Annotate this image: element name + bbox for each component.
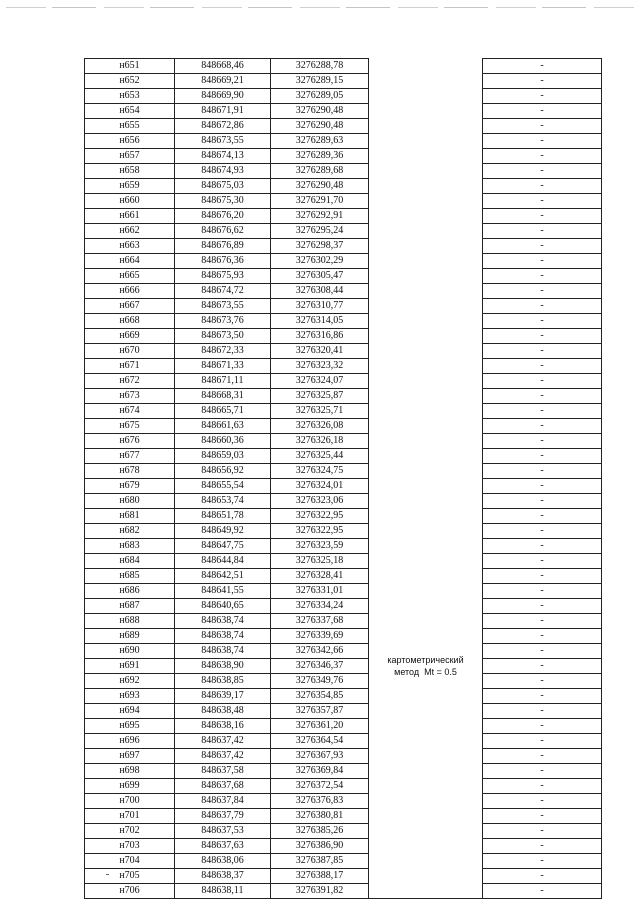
precision-cell: - bbox=[483, 719, 602, 734]
precision-cell: - bbox=[483, 659, 602, 674]
point-id-cell: н682 bbox=[85, 524, 175, 539]
point-id-cell: н664 bbox=[85, 254, 175, 269]
y-coordinate-cell: 3276354,85 bbox=[271, 689, 369, 704]
y-coordinate-cell: 3276314,05 bbox=[271, 314, 369, 329]
x-coordinate-cell: 848671,91 bbox=[175, 104, 271, 119]
table-row bbox=[85, 794, 602, 809]
y-coordinate-cell: 3276326,08 bbox=[271, 419, 369, 434]
table-row bbox=[85, 749, 602, 764]
table-row bbox=[85, 869, 602, 884]
point-id-cell: н685 bbox=[85, 569, 175, 584]
x-coordinate-cell: 848642,51 bbox=[175, 569, 271, 584]
point-id-cell: н665 bbox=[85, 269, 175, 284]
precision-cell: - bbox=[483, 644, 602, 659]
y-coordinate-cell: 3276325,87 bbox=[271, 389, 369, 404]
x-coordinate-cell: 848676,62 bbox=[175, 224, 271, 239]
table-row bbox=[85, 359, 602, 374]
x-coordinate-cell: 848637,58 bbox=[175, 764, 271, 779]
table-row bbox=[85, 569, 602, 584]
x-coordinate-cell: 848669,90 bbox=[175, 89, 271, 104]
y-coordinate-cell: 3276342,66 bbox=[271, 644, 369, 659]
precision-cell: - bbox=[483, 854, 602, 869]
point-id-cell: н706 bbox=[85, 884, 175, 899]
point-id-cell: н689 bbox=[85, 629, 175, 644]
x-coordinate-cell: 848637,63 bbox=[175, 839, 271, 854]
x-coordinate-cell: 848653,74 bbox=[175, 494, 271, 509]
point-id-cell: н662 bbox=[85, 224, 175, 239]
method-label-line2: метод Mt = 0.5 bbox=[394, 666, 457, 677]
point-id-cell: н655 bbox=[85, 119, 175, 134]
precision-cell: - bbox=[483, 344, 602, 359]
precision-cell: - bbox=[483, 779, 602, 794]
point-id-cell: н658 bbox=[85, 164, 175, 179]
point-id-cell: н674 bbox=[85, 404, 175, 419]
point-id-cell: н703 bbox=[85, 839, 175, 854]
precision-cell: - bbox=[483, 284, 602, 299]
point-id-cell: н702 bbox=[85, 824, 175, 839]
table-row bbox=[85, 539, 602, 554]
x-coordinate-cell: 848675,03 bbox=[175, 179, 271, 194]
x-coordinate-cell: 848638,90 bbox=[175, 659, 271, 674]
point-id-cell: н681 bbox=[85, 509, 175, 524]
x-coordinate-cell: 848668,46 bbox=[175, 59, 271, 74]
point-id-cell: н666 bbox=[85, 284, 175, 299]
point-id-cell: н657 bbox=[85, 149, 175, 164]
y-coordinate-cell: 3276316,86 bbox=[271, 329, 369, 344]
table-row bbox=[85, 59, 602, 74]
y-coordinate-cell: 3276367,93 bbox=[271, 749, 369, 764]
x-coordinate-cell: 848674,13 bbox=[175, 149, 271, 164]
precision-cell: - bbox=[483, 194, 602, 209]
precision-cell: - bbox=[483, 794, 602, 809]
y-coordinate-cell: 3276320,41 bbox=[271, 344, 369, 359]
y-coordinate-cell: 3276388,17 bbox=[271, 869, 369, 884]
y-coordinate-cell: 3276339,69 bbox=[271, 629, 369, 644]
point-id-cell: н678 bbox=[85, 464, 175, 479]
y-coordinate-cell: 3276290,48 bbox=[271, 179, 369, 194]
precision-cell: - bbox=[483, 569, 602, 584]
point-id-cell: н693 bbox=[85, 689, 175, 704]
precision-cell: - bbox=[483, 149, 602, 164]
x-coordinate-cell: 848638,74 bbox=[175, 614, 271, 629]
point-id-cell: н667 bbox=[85, 299, 175, 314]
precision-cell: - bbox=[483, 464, 602, 479]
table-row bbox=[85, 704, 602, 719]
x-coordinate-cell: 848672,33 bbox=[175, 344, 271, 359]
point-id-cell: н694 bbox=[85, 704, 175, 719]
precision-cell: - bbox=[483, 674, 602, 689]
x-coordinate-cell: 848660,36 bbox=[175, 434, 271, 449]
table-row bbox=[85, 479, 602, 494]
point-id-cell: н656 bbox=[85, 134, 175, 149]
table-row bbox=[85, 164, 602, 179]
precision-cell: - bbox=[483, 359, 602, 374]
y-coordinate-cell: 3276295,24 bbox=[271, 224, 369, 239]
point-id-cell: н660 bbox=[85, 194, 175, 209]
y-coordinate-cell: 3276291,70 bbox=[271, 194, 369, 209]
y-coordinate-cell: 3276337,68 bbox=[271, 614, 369, 629]
x-coordinate-cell: 848659,03 bbox=[175, 449, 271, 464]
precision-cell: - bbox=[483, 164, 602, 179]
point-id-cell: н704 bbox=[85, 854, 175, 869]
table-row bbox=[85, 779, 602, 794]
table-row bbox=[85, 269, 602, 284]
point-id-cell: н652 bbox=[85, 74, 175, 89]
y-coordinate-cell: 3276302,29 bbox=[271, 254, 369, 269]
precision-cell: - bbox=[483, 494, 602, 509]
y-coordinate-cell: 3276288,78 bbox=[271, 59, 369, 74]
y-coordinate-cell: 3276357,87 bbox=[271, 704, 369, 719]
point-id-cell: н705 bbox=[85, 869, 175, 884]
x-coordinate-cell: 848656,92 bbox=[175, 464, 271, 479]
table-row bbox=[85, 674, 602, 689]
point-id-cell: н687 bbox=[85, 599, 175, 614]
x-coordinate-cell: 848637,68 bbox=[175, 779, 271, 794]
table-row bbox=[85, 239, 602, 254]
precision-cell: - bbox=[483, 254, 602, 269]
y-coordinate-cell: 3276386,90 bbox=[271, 839, 369, 854]
y-coordinate-cell: 3276334,24 bbox=[271, 599, 369, 614]
point-id-cell: н698 bbox=[85, 764, 175, 779]
y-coordinate-cell: 3276308,44 bbox=[271, 284, 369, 299]
y-coordinate-cell: 3276289,05 bbox=[271, 89, 369, 104]
y-coordinate-cell: 3276322,95 bbox=[271, 524, 369, 539]
y-coordinate-cell: 3276290,48 bbox=[271, 119, 369, 134]
table-row bbox=[85, 524, 602, 539]
point-id-cell: н679 bbox=[85, 479, 175, 494]
x-coordinate-cell: 848637,42 bbox=[175, 749, 271, 764]
x-coordinate-cell: 848640,65 bbox=[175, 599, 271, 614]
table-row bbox=[85, 434, 602, 449]
y-coordinate-cell: 3276325,18 bbox=[271, 554, 369, 569]
precision-cell: - bbox=[483, 749, 602, 764]
table-row bbox=[85, 644, 602, 659]
y-coordinate-cell: 3276372,54 bbox=[271, 779, 369, 794]
x-coordinate-cell: 848669,21 bbox=[175, 74, 271, 89]
precision-cell: - bbox=[483, 179, 602, 194]
x-coordinate-cell: 848676,36 bbox=[175, 254, 271, 269]
scan-speck bbox=[106, 874, 109, 875]
y-coordinate-cell: 3276380,81 bbox=[271, 809, 369, 824]
x-coordinate-cell: 848673,55 bbox=[175, 134, 271, 149]
precision-cell: - bbox=[483, 449, 602, 464]
precision-cell: - bbox=[483, 314, 602, 329]
y-coordinate-cell: 3276385,26 bbox=[271, 824, 369, 839]
table-row bbox=[85, 104, 602, 119]
point-id-cell: н697 bbox=[85, 749, 175, 764]
precision-cell: - bbox=[483, 419, 602, 434]
y-coordinate-cell: 3276349,76 bbox=[271, 674, 369, 689]
x-coordinate-cell: 848676,20 bbox=[175, 209, 271, 224]
point-id-cell: н671 bbox=[85, 359, 175, 374]
table-row bbox=[85, 89, 602, 104]
point-id-cell: н699 bbox=[85, 779, 175, 794]
precision-cell: - bbox=[483, 704, 602, 719]
table-row bbox=[85, 194, 602, 209]
x-coordinate-cell: 848673,50 bbox=[175, 329, 271, 344]
precision-cell: - bbox=[483, 89, 602, 104]
table-row bbox=[85, 764, 602, 779]
y-coordinate-cell: 3276364,54 bbox=[271, 734, 369, 749]
x-coordinate-cell: 848637,42 bbox=[175, 734, 271, 749]
point-id-cell: н683 bbox=[85, 539, 175, 554]
x-coordinate-cell: 848638,48 bbox=[175, 704, 271, 719]
precision-cell: - bbox=[483, 389, 602, 404]
precision-cell: - bbox=[483, 539, 602, 554]
x-coordinate-cell: 848637,84 bbox=[175, 794, 271, 809]
y-coordinate-cell: 3276289,68 bbox=[271, 164, 369, 179]
precision-cell: - bbox=[483, 269, 602, 284]
table-row bbox=[85, 824, 602, 839]
table-row bbox=[85, 224, 602, 239]
x-coordinate-cell: 848638,06 bbox=[175, 854, 271, 869]
x-coordinate-cell: 848671,11 bbox=[175, 374, 271, 389]
precision-cell: - bbox=[483, 599, 602, 614]
x-coordinate-cell: 848638,85 bbox=[175, 674, 271, 689]
coordinates-table bbox=[84, 58, 602, 899]
y-coordinate-cell: 3276292,91 bbox=[271, 209, 369, 224]
x-coordinate-cell: 848675,93 bbox=[175, 269, 271, 284]
precision-cell: - bbox=[483, 119, 602, 134]
x-coordinate-cell: 848638,11 bbox=[175, 884, 271, 899]
table-row bbox=[85, 404, 602, 419]
table-row bbox=[85, 449, 602, 464]
y-coordinate-cell: 3276326,18 bbox=[271, 434, 369, 449]
point-id-cell: н692 bbox=[85, 674, 175, 689]
x-coordinate-cell: 848671,33 bbox=[175, 359, 271, 374]
point-id-cell: н653 bbox=[85, 89, 175, 104]
point-id-cell: н688 bbox=[85, 614, 175, 629]
precision-cell: - bbox=[483, 809, 602, 824]
precision-cell: - bbox=[483, 869, 602, 884]
table-row bbox=[85, 614, 602, 629]
point-id-cell: н684 bbox=[85, 554, 175, 569]
coordinates-sheet bbox=[84, 58, 601, 896]
point-id-cell: н651 bbox=[85, 59, 175, 74]
table-row bbox=[85, 599, 602, 614]
precision-cell: - bbox=[483, 404, 602, 419]
table-row bbox=[85, 374, 602, 389]
table-row bbox=[85, 119, 602, 134]
precision-cell: - bbox=[483, 59, 602, 74]
table-row bbox=[85, 134, 602, 149]
x-coordinate-cell: 848675,30 bbox=[175, 194, 271, 209]
x-coordinate-cell: 848665,71 bbox=[175, 404, 271, 419]
point-id-cell: н661 bbox=[85, 209, 175, 224]
table-row bbox=[85, 389, 602, 404]
y-coordinate-cell: 3276290,48 bbox=[271, 104, 369, 119]
table-row bbox=[85, 839, 602, 854]
coordinates-table-body bbox=[85, 59, 602, 899]
point-id-cell: н676 bbox=[85, 434, 175, 449]
y-coordinate-cell: 3276298,37 bbox=[271, 239, 369, 254]
precision-cell: - bbox=[483, 374, 602, 389]
y-coordinate-cell: 3276324,07 bbox=[271, 374, 369, 389]
x-coordinate-cell: 848674,72 bbox=[175, 284, 271, 299]
y-coordinate-cell: 3276289,36 bbox=[271, 149, 369, 164]
x-coordinate-cell: 848639,17 bbox=[175, 689, 271, 704]
y-coordinate-cell: 3276305,47 bbox=[271, 269, 369, 284]
x-coordinate-cell: 848651,78 bbox=[175, 509, 271, 524]
table-row bbox=[85, 344, 602, 359]
x-coordinate-cell: 848672,86 bbox=[175, 119, 271, 134]
x-coordinate-cell: 848649,92 bbox=[175, 524, 271, 539]
precision-cell: - bbox=[483, 884, 602, 899]
table-row bbox=[85, 509, 602, 524]
precision-cell: - bbox=[483, 629, 602, 644]
x-coordinate-cell: 848638,37 bbox=[175, 869, 271, 884]
method-cell-upper bbox=[369, 59, 483, 434]
precision-cell: - bbox=[483, 554, 602, 569]
precision-cell: - bbox=[483, 479, 602, 494]
precision-cell: - bbox=[483, 329, 602, 344]
y-coordinate-cell: 3276322,95 bbox=[271, 509, 369, 524]
y-coordinate-cell: 3276325,71 bbox=[271, 404, 369, 419]
table-row bbox=[85, 854, 602, 869]
table-row bbox=[85, 734, 602, 749]
method-label-line1: картометрический bbox=[387, 654, 464, 665]
x-coordinate-cell: 848668,31 bbox=[175, 389, 271, 404]
point-id-cell: н663 bbox=[85, 239, 175, 254]
point-id-cell: н654 bbox=[85, 104, 175, 119]
y-coordinate-cell: 3276324,75 bbox=[271, 464, 369, 479]
precision-cell: - bbox=[483, 584, 602, 599]
table-row bbox=[85, 254, 602, 269]
precision-cell: - bbox=[483, 824, 602, 839]
y-coordinate-cell: 3276391,82 bbox=[271, 884, 369, 899]
x-coordinate-cell: 848638,74 bbox=[175, 629, 271, 644]
table-row bbox=[85, 419, 602, 434]
table-row bbox=[85, 494, 602, 509]
table-row bbox=[85, 329, 602, 344]
point-id-cell: н659 bbox=[85, 179, 175, 194]
y-coordinate-cell: 3276328,41 bbox=[271, 569, 369, 584]
y-coordinate-cell: 3276324,01 bbox=[271, 479, 369, 494]
method-cell bbox=[369, 434, 483, 899]
x-coordinate-cell: 848637,79 bbox=[175, 809, 271, 824]
x-coordinate-cell: 848661,63 bbox=[175, 419, 271, 434]
point-id-cell: н675 bbox=[85, 419, 175, 434]
y-coordinate-cell: 3276346,37 bbox=[271, 659, 369, 674]
point-id-cell: н677 bbox=[85, 449, 175, 464]
precision-cell: - bbox=[483, 839, 602, 854]
scan-top-edge bbox=[6, 7, 634, 8]
point-id-cell: н668 bbox=[85, 314, 175, 329]
table-row bbox=[85, 809, 602, 824]
point-id-cell: н700 bbox=[85, 794, 175, 809]
table-row bbox=[85, 209, 602, 224]
table-row bbox=[85, 719, 602, 734]
x-coordinate-cell: 848638,16 bbox=[175, 719, 271, 734]
point-id-cell: н686 bbox=[85, 584, 175, 599]
y-coordinate-cell: 3276376,83 bbox=[271, 794, 369, 809]
precision-cell: - bbox=[483, 509, 602, 524]
precision-cell: - bbox=[483, 104, 602, 119]
table-row bbox=[85, 554, 602, 569]
x-coordinate-cell: 848638,74 bbox=[175, 644, 271, 659]
x-coordinate-cell: 848674,93 bbox=[175, 164, 271, 179]
table-row bbox=[85, 659, 602, 674]
x-coordinate-cell: 848673,76 bbox=[175, 314, 271, 329]
table-row bbox=[85, 314, 602, 329]
point-id-cell: н696 bbox=[85, 734, 175, 749]
y-coordinate-cell: 3276323,06 bbox=[271, 494, 369, 509]
precision-cell: - bbox=[483, 224, 602, 239]
precision-cell: - bbox=[483, 299, 602, 314]
table-row bbox=[85, 464, 602, 479]
precision-cell: - bbox=[483, 734, 602, 749]
y-coordinate-cell: 3276310,77 bbox=[271, 299, 369, 314]
y-coordinate-cell: 3276289,63 bbox=[271, 134, 369, 149]
table-row bbox=[85, 884, 602, 899]
y-coordinate-cell: 3276323,32 bbox=[271, 359, 369, 374]
point-id-cell: н695 bbox=[85, 719, 175, 734]
table-row bbox=[85, 74, 602, 89]
precision-cell: - bbox=[483, 434, 602, 449]
table-row bbox=[85, 299, 602, 314]
y-coordinate-cell: 3276331,01 bbox=[271, 584, 369, 599]
precision-cell: - bbox=[483, 74, 602, 89]
y-coordinate-cell: 3276387,85 bbox=[271, 854, 369, 869]
x-coordinate-cell: 848644,84 bbox=[175, 554, 271, 569]
precision-cell: - bbox=[483, 134, 602, 149]
point-id-cell: н669 bbox=[85, 329, 175, 344]
table-row bbox=[85, 284, 602, 299]
table-row bbox=[85, 584, 602, 599]
precision-cell: - bbox=[483, 689, 602, 704]
point-id-cell: н670 bbox=[85, 344, 175, 359]
x-coordinate-cell: 848673,55 bbox=[175, 299, 271, 314]
point-id-cell: н691 bbox=[85, 659, 175, 674]
point-id-cell: н680 bbox=[85, 494, 175, 509]
x-coordinate-cell: 848647,75 bbox=[175, 539, 271, 554]
point-id-cell: н690 bbox=[85, 644, 175, 659]
precision-cell: - bbox=[483, 524, 602, 539]
point-id-cell: н673 bbox=[85, 389, 175, 404]
x-coordinate-cell: 848641,55 bbox=[175, 584, 271, 599]
y-coordinate-cell: 3276323,59 bbox=[271, 539, 369, 554]
table-row bbox=[85, 689, 602, 704]
table-row bbox=[85, 179, 602, 194]
precision-cell: - bbox=[483, 239, 602, 254]
precision-cell: - bbox=[483, 614, 602, 629]
x-coordinate-cell: 848655,54 bbox=[175, 479, 271, 494]
y-coordinate-cell: 3276361,20 bbox=[271, 719, 369, 734]
x-coordinate-cell: 848637,53 bbox=[175, 824, 271, 839]
table-row bbox=[85, 629, 602, 644]
precision-cell: - bbox=[483, 764, 602, 779]
y-coordinate-cell: 3276369,84 bbox=[271, 764, 369, 779]
y-coordinate-cell: 3276325,44 bbox=[271, 449, 369, 464]
precision-cell: - bbox=[483, 209, 602, 224]
table-row bbox=[85, 149, 602, 164]
x-coordinate-cell: 848676,89 bbox=[175, 239, 271, 254]
point-id-cell: н672 bbox=[85, 374, 175, 389]
y-coordinate-cell: 3276289,15 bbox=[271, 74, 369, 89]
point-id-cell: н701 bbox=[85, 809, 175, 824]
